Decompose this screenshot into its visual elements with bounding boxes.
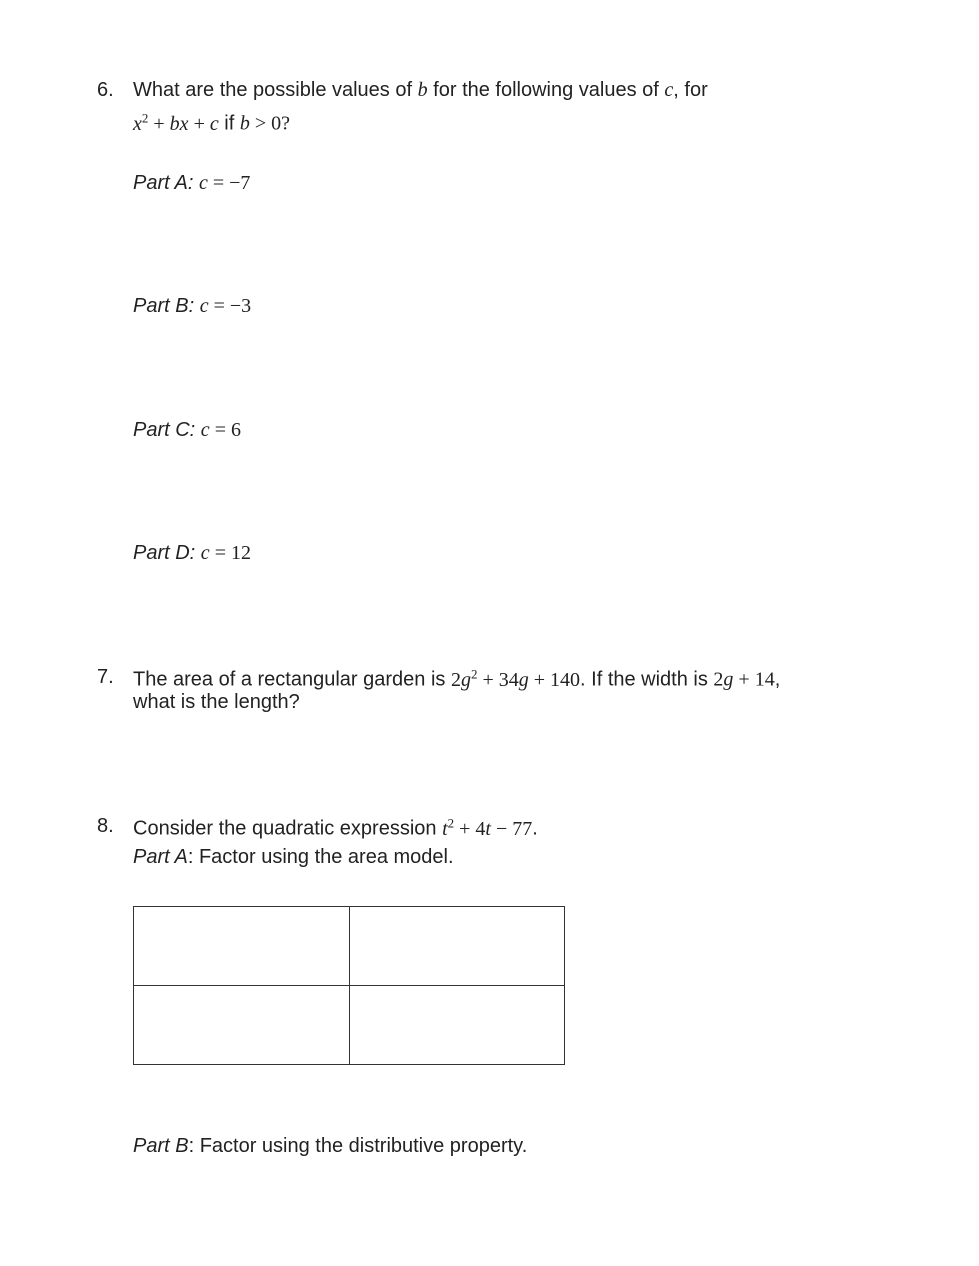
question-8-number: 8. [97,815,114,837]
variable-c: c [664,79,674,101]
area-model-cell-top-left[interactable] [134,907,350,986]
expr-plus: + [148,112,170,135]
quadratic-expression [133,110,219,135]
quadratic-t-expression [442,815,533,840]
expr-square: 2 [141,110,149,125]
expr-x: x [133,112,142,135]
question-7-number: 7. [97,666,114,688]
expr-t-end: − 77 [490,817,533,840]
width-expression [713,669,774,691]
question-6-number: 6. [97,79,114,101]
cond-rest: > 0? [249,112,291,135]
expr-c: c [209,112,219,135]
area-coef: 2 [450,668,461,691]
question-6-prompt-line-1 [133,79,708,102]
part-d-label: Part D: [133,542,201,564]
question-8-prompt [133,815,538,841]
area-mid: + 34 [477,668,519,691]
area-expression [450,666,581,691]
area-var-2: g [518,668,529,691]
question-7-text-2: . If the width is [580,668,714,691]
question-6-part-a [133,172,250,195]
part-c-var: c [200,419,210,441]
area-model-cell-bottom-left[interactable] [134,986,350,1065]
question-6-text-1: What are the possible values of [133,79,418,101]
condition [240,113,290,135]
q8-part-b-text: : Factor using the distributive property. [188,1135,528,1157]
part-a-label: Part A: [133,172,199,194]
expr-t-square: 2 [447,815,455,830]
area-model-cell-bottom-right[interactable] [349,986,565,1065]
q8-part-b-label: Part B [133,1135,189,1157]
question-8-part-b [133,1135,527,1158]
question-6-part-c [133,419,241,442]
question-6-part-b [133,295,251,318]
area-square: 2 [470,666,478,681]
question-7-prompt-line-2: what is the length? [133,691,300,713]
expr-bx: bx [169,112,189,135]
variable-b: b [417,79,428,101]
width-end: + 14 [733,668,775,691]
part-c-eq: = 6 [209,419,241,441]
q8-part-a-text: : Factor using the area model. [187,846,454,868]
width-var: g [723,668,734,691]
area-end: + 140 [528,668,581,691]
cond-b: b [239,112,250,135]
question-6-text-2: for the following values of [427,79,665,101]
area-model-row [134,986,565,1065]
q8-part-a-label: Part A [133,846,188,868]
width-coef: 2 [713,668,724,691]
question-6-prompt-line-2 [133,110,290,136]
question-8-text-1: Consider the quadratic expression [133,817,443,840]
question-6-text-3: , for [673,79,708,101]
question-6-part-d [133,542,251,565]
area-model-grid [133,906,565,1065]
part-d-eq: = 12 [209,542,251,564]
part-b-label: Part B: [133,295,200,317]
expr-plus-2: + [188,112,210,135]
question-8-part-a [133,846,454,869]
if-text: if [218,112,240,135]
area-model-cell-top-right[interactable] [349,907,565,986]
part-b-var: c [199,295,209,317]
part-d-var: c [200,542,210,564]
question-7-text-3: , [774,668,781,691]
area-var: g [460,668,471,691]
part-a-eq: = −7 [207,172,251,194]
expr-t: t [442,817,448,840]
question-7-text-1: The area of a rectangular garden is [133,668,451,691]
question-7-prompt-line-1 [133,666,780,692]
question-8-text-2: . [532,817,538,840]
part-a-var: c [198,172,208,194]
area-model-row [134,907,565,986]
part-b-eq: = −3 [208,295,252,317]
expr-t-mid: + 4 [454,817,486,840]
part-c-label: Part C: [133,419,201,441]
expr-t-2: t [485,817,491,840]
